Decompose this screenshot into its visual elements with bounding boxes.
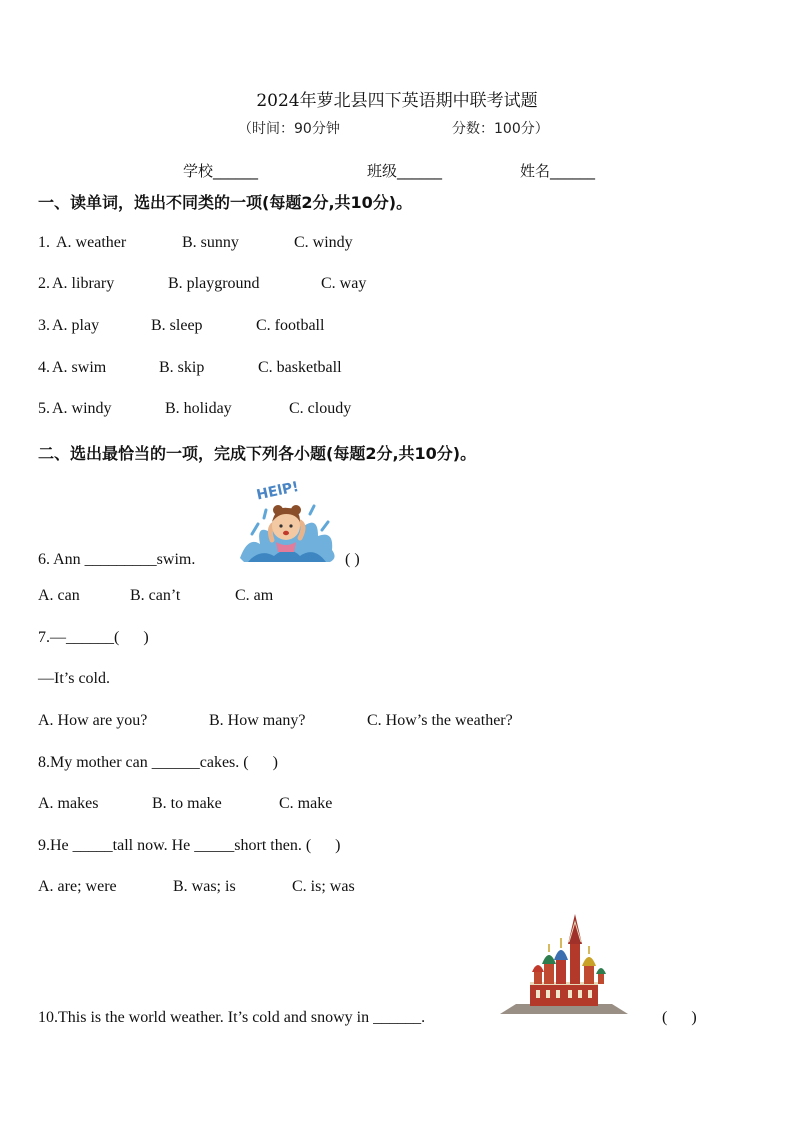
q5-number: 5. (38, 400, 50, 417)
q6-option-b: B. can’t (130, 587, 181, 604)
q1-option-a: A. weather (56, 234, 127, 251)
q8-option-a: A. makes (38, 795, 99, 812)
q1-number: 1. (38, 234, 54, 251)
q3-option-b: B. sleep (151, 317, 203, 334)
q2-option-c: C. way (321, 275, 367, 292)
section1-heading: 一、读单词，选出不同类的一项(每题2分,共10分)。 (38, 193, 413, 212)
q10-answer-paren: ( ) (662, 1009, 697, 1026)
q3-option-c: C. football (256, 317, 325, 334)
q6-answer-paren: ( ) (345, 551, 360, 568)
q8-option-c: C. make (279, 795, 333, 812)
q6-option-c: C. am (235, 587, 274, 604)
q1-option-b: B. sunny (182, 234, 239, 251)
q4-option-a: A. swim (52, 359, 107, 376)
q7-option-b: B. How many? (209, 712, 306, 729)
q10-stem: 10.This is the world weather. It’s cold and snowy in ______. (38, 1009, 426, 1026)
q7-stem: 7.—______( ) (38, 629, 149, 646)
page-title: 2024年萝北县四下英语期中联考试题 (256, 91, 538, 111)
class-field: 班级______ (367, 162, 443, 180)
q7-option-c: C. How’s the weather? (367, 712, 513, 729)
q5-option-a: A. windy (52, 400, 112, 417)
q5-option-b: B. holiday (165, 400, 232, 417)
q9-stem: 9.He _____tall now. He _____short then. ( ) (38, 837, 341, 854)
q3-option-a: A. play (52, 317, 100, 334)
q9-option-b: B. was; is (173, 878, 236, 895)
q9-option-a: A. are; were (38, 878, 117, 895)
q7-option-a: A. How are you? (38, 712, 148, 729)
q2-number: 2. (38, 275, 50, 292)
exam-time: （时间：90分钟 (238, 121, 340, 137)
q3-number: 3. (38, 317, 50, 334)
help-label: HElP! (255, 478, 301, 504)
section2-heading: 二、选出最恰当的一项，完成下列各小题(每题2分,共10分)。 (38, 444, 477, 463)
q2-option-b: B. playground (168, 275, 260, 292)
drowning-girl-illustration (234, 474, 342, 568)
q4-option-c: C. basketball (258, 359, 342, 376)
q4-number: 4. (38, 359, 50, 376)
name-field: 姓名______ (520, 162, 596, 180)
q2-option-a: A. library (52, 275, 115, 292)
q4-option-b: B. skip (159, 359, 205, 376)
cathedral-illustration (500, 912, 628, 1016)
exam-score: 分数：100分） (452, 121, 549, 137)
q6-option-a: A. can (38, 587, 80, 604)
q9-option-c: C. is; was (292, 878, 355, 895)
q1-option-c: C. windy (294, 234, 353, 251)
q8-stem: 8.My mother can ______cakes. ( ) (38, 754, 278, 771)
q8-option-b: B. to make (152, 795, 222, 812)
q7-reply: —It’s cold. (38, 670, 110, 687)
q6-stem: 6. Ann _________swim. (38, 551, 196, 568)
school-field: 学校______ (183, 162, 259, 180)
q5-option-c: C. cloudy (289, 400, 352, 417)
